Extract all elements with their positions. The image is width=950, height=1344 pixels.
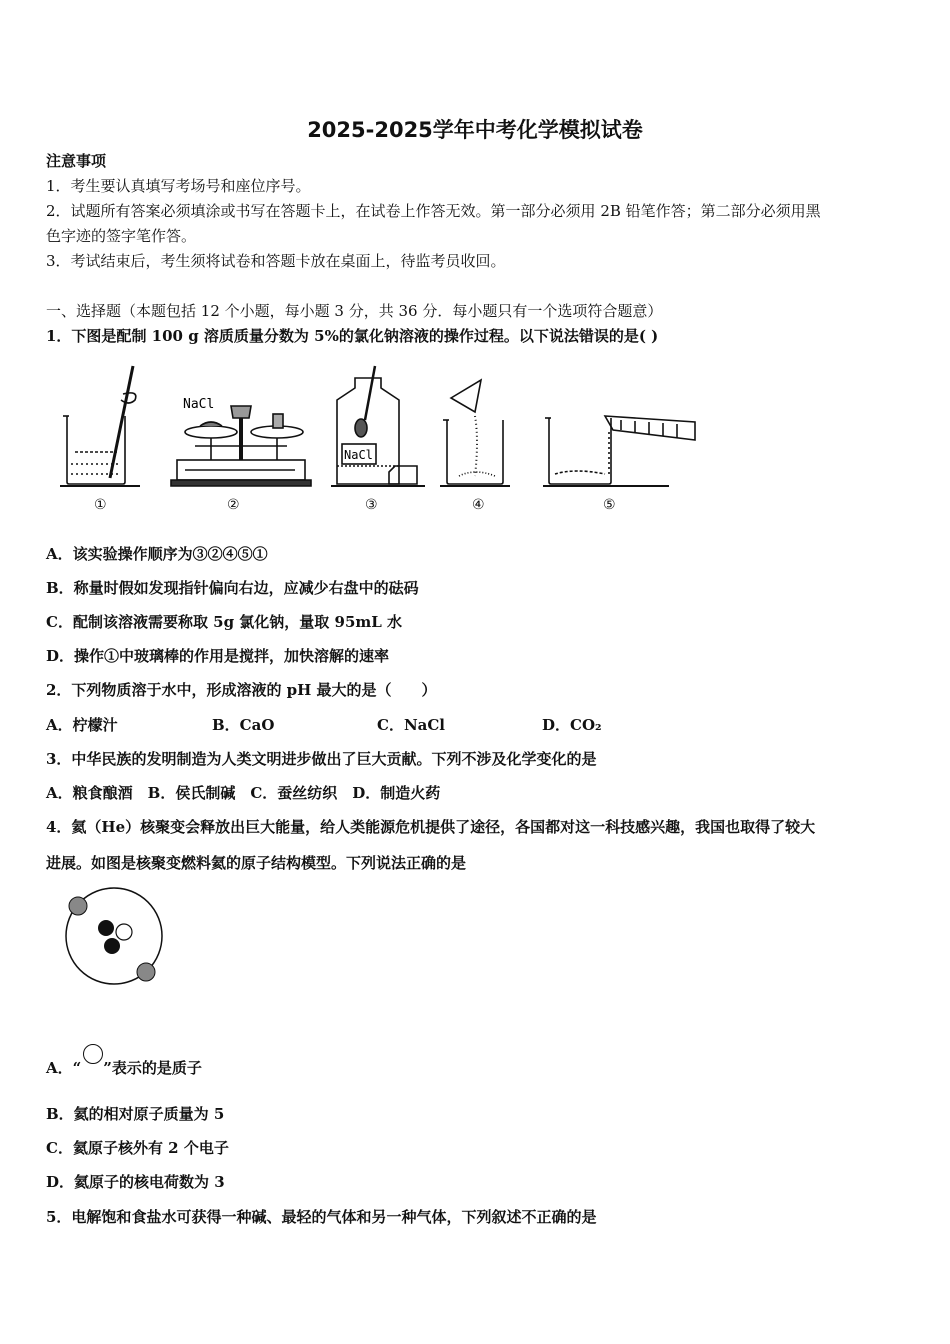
figure-caption-5: ⑤ bbox=[603, 497, 616, 513]
q4-option-a: A．“ ”表示的是质子 bbox=[46, 1058, 202, 1078]
notice-heading: 注意事项 bbox=[46, 152, 107, 170]
notice-item: 3．考试结束后，考生须将试卷和答题卡放在桌面上，待监考员收回。 bbox=[46, 252, 506, 270]
q3-options: A．粮食酿酒 B．侯氏制碱 C．蚕丝纺织 D．制造火药 bbox=[46, 784, 441, 802]
q1-lab-figure bbox=[55, 360, 705, 490]
nucleon-icon bbox=[98, 920, 114, 936]
nucleon-icon bbox=[116, 924, 132, 940]
q2-option-b: B．CaO bbox=[212, 716, 275, 734]
neutron-circle-icon bbox=[81, 1058, 103, 1078]
electron-icon bbox=[137, 963, 155, 981]
question-4-stem-line1: 4．氦（He）核聚变会释放出巨大能量，给人类能源危机提供了途径，各国都对这一科技感兴趣，我国也取得了较大 bbox=[46, 818, 816, 836]
beaker-with-rod-illustration bbox=[60, 366, 140, 486]
notice-item: 色字迹的签字笔作答。 bbox=[46, 227, 197, 245]
electron-icon bbox=[69, 897, 87, 915]
q4-option-b: B．氦的相对原子质量为 5 bbox=[46, 1105, 225, 1123]
figure-caption-2: ② bbox=[227, 497, 240, 513]
notice-item: 2．试题所有答案必须填涂或书写在答题卡上，在试卷上作答无效。第一部分必须用 2B 铅笔作答；第二部分必须用黑 bbox=[46, 202, 821, 220]
q4-option-c: C．氦原子核外有 2 个电子 bbox=[46, 1139, 229, 1157]
balance-illustration bbox=[171, 406, 311, 486]
question-3-stem: 3．中华民族的发明制造为人类文明进步做出了巨大贡献。下列不涉及化学变化的是 bbox=[46, 750, 597, 768]
bottle-nacl-label: NaCl bbox=[344, 448, 373, 462]
nucleon-icon bbox=[104, 938, 120, 954]
question-1-stem: 1．下图是配制 100 g 溶质质量分数为 5%的氯化钠溶液的操作过程。以下说法错误的是( ) bbox=[46, 327, 659, 345]
figure-caption-4: ④ bbox=[472, 497, 485, 513]
q1-option-b: B．称量时假如发现指针偏向右边，应减少右盘中的砝码 bbox=[46, 579, 419, 597]
q4-option-d: D．氦原子的核电荷数为 3 bbox=[46, 1173, 225, 1191]
q1-option-d: D．操作①中玻璃棒的作用是搅拌，加快溶解的速率 bbox=[46, 647, 390, 665]
q2-option-c: C．NaCl bbox=[377, 716, 446, 734]
pouring-solid-illustration bbox=[440, 380, 510, 486]
balance-nacl-label: NaCl bbox=[183, 397, 215, 412]
q1-option-c: C．配制该溶液需要称取 5g 氯化钠，量取 95mL 水 bbox=[46, 613, 403, 631]
section-heading: 一、选择题（本题包括 12 个小题，每小题 3 分，共 36 分．每小题只有一个选项符合题意） bbox=[46, 302, 663, 320]
helium-atom-diagram bbox=[58, 886, 168, 986]
question-5-stem: 5．电解饱和食盐水可获得一种碱、最轻的气体和另一种气体，下列叙述不正确的是 bbox=[46, 1208, 597, 1226]
pouring-water-illustration bbox=[543, 416, 695, 486]
question-2-stem: 2．下列物质溶于水中，形成溶液的 pH 最大的是（ ） bbox=[46, 681, 437, 699]
figure-caption-3: ③ bbox=[365, 497, 378, 513]
q1-option-a: A．该实验操作顺序为③②④⑤① bbox=[46, 545, 268, 563]
page-title: 2025-2025学年中考化学模拟试卷 bbox=[307, 118, 643, 142]
reagent-bottle-illustration bbox=[331, 366, 425, 486]
q2-option-a: A．柠檬汁 bbox=[46, 716, 118, 734]
figure-caption-1: ① bbox=[94, 497, 107, 513]
question-4-stem-line2: 进展。如图是核聚变燃料氦的原子结构模型。下列说法正确的是 bbox=[46, 854, 467, 872]
notice-item: 1．考生要认真填写考场号和座位序号。 bbox=[46, 177, 311, 195]
q2-option-d: D．CO₂ bbox=[542, 716, 602, 734]
